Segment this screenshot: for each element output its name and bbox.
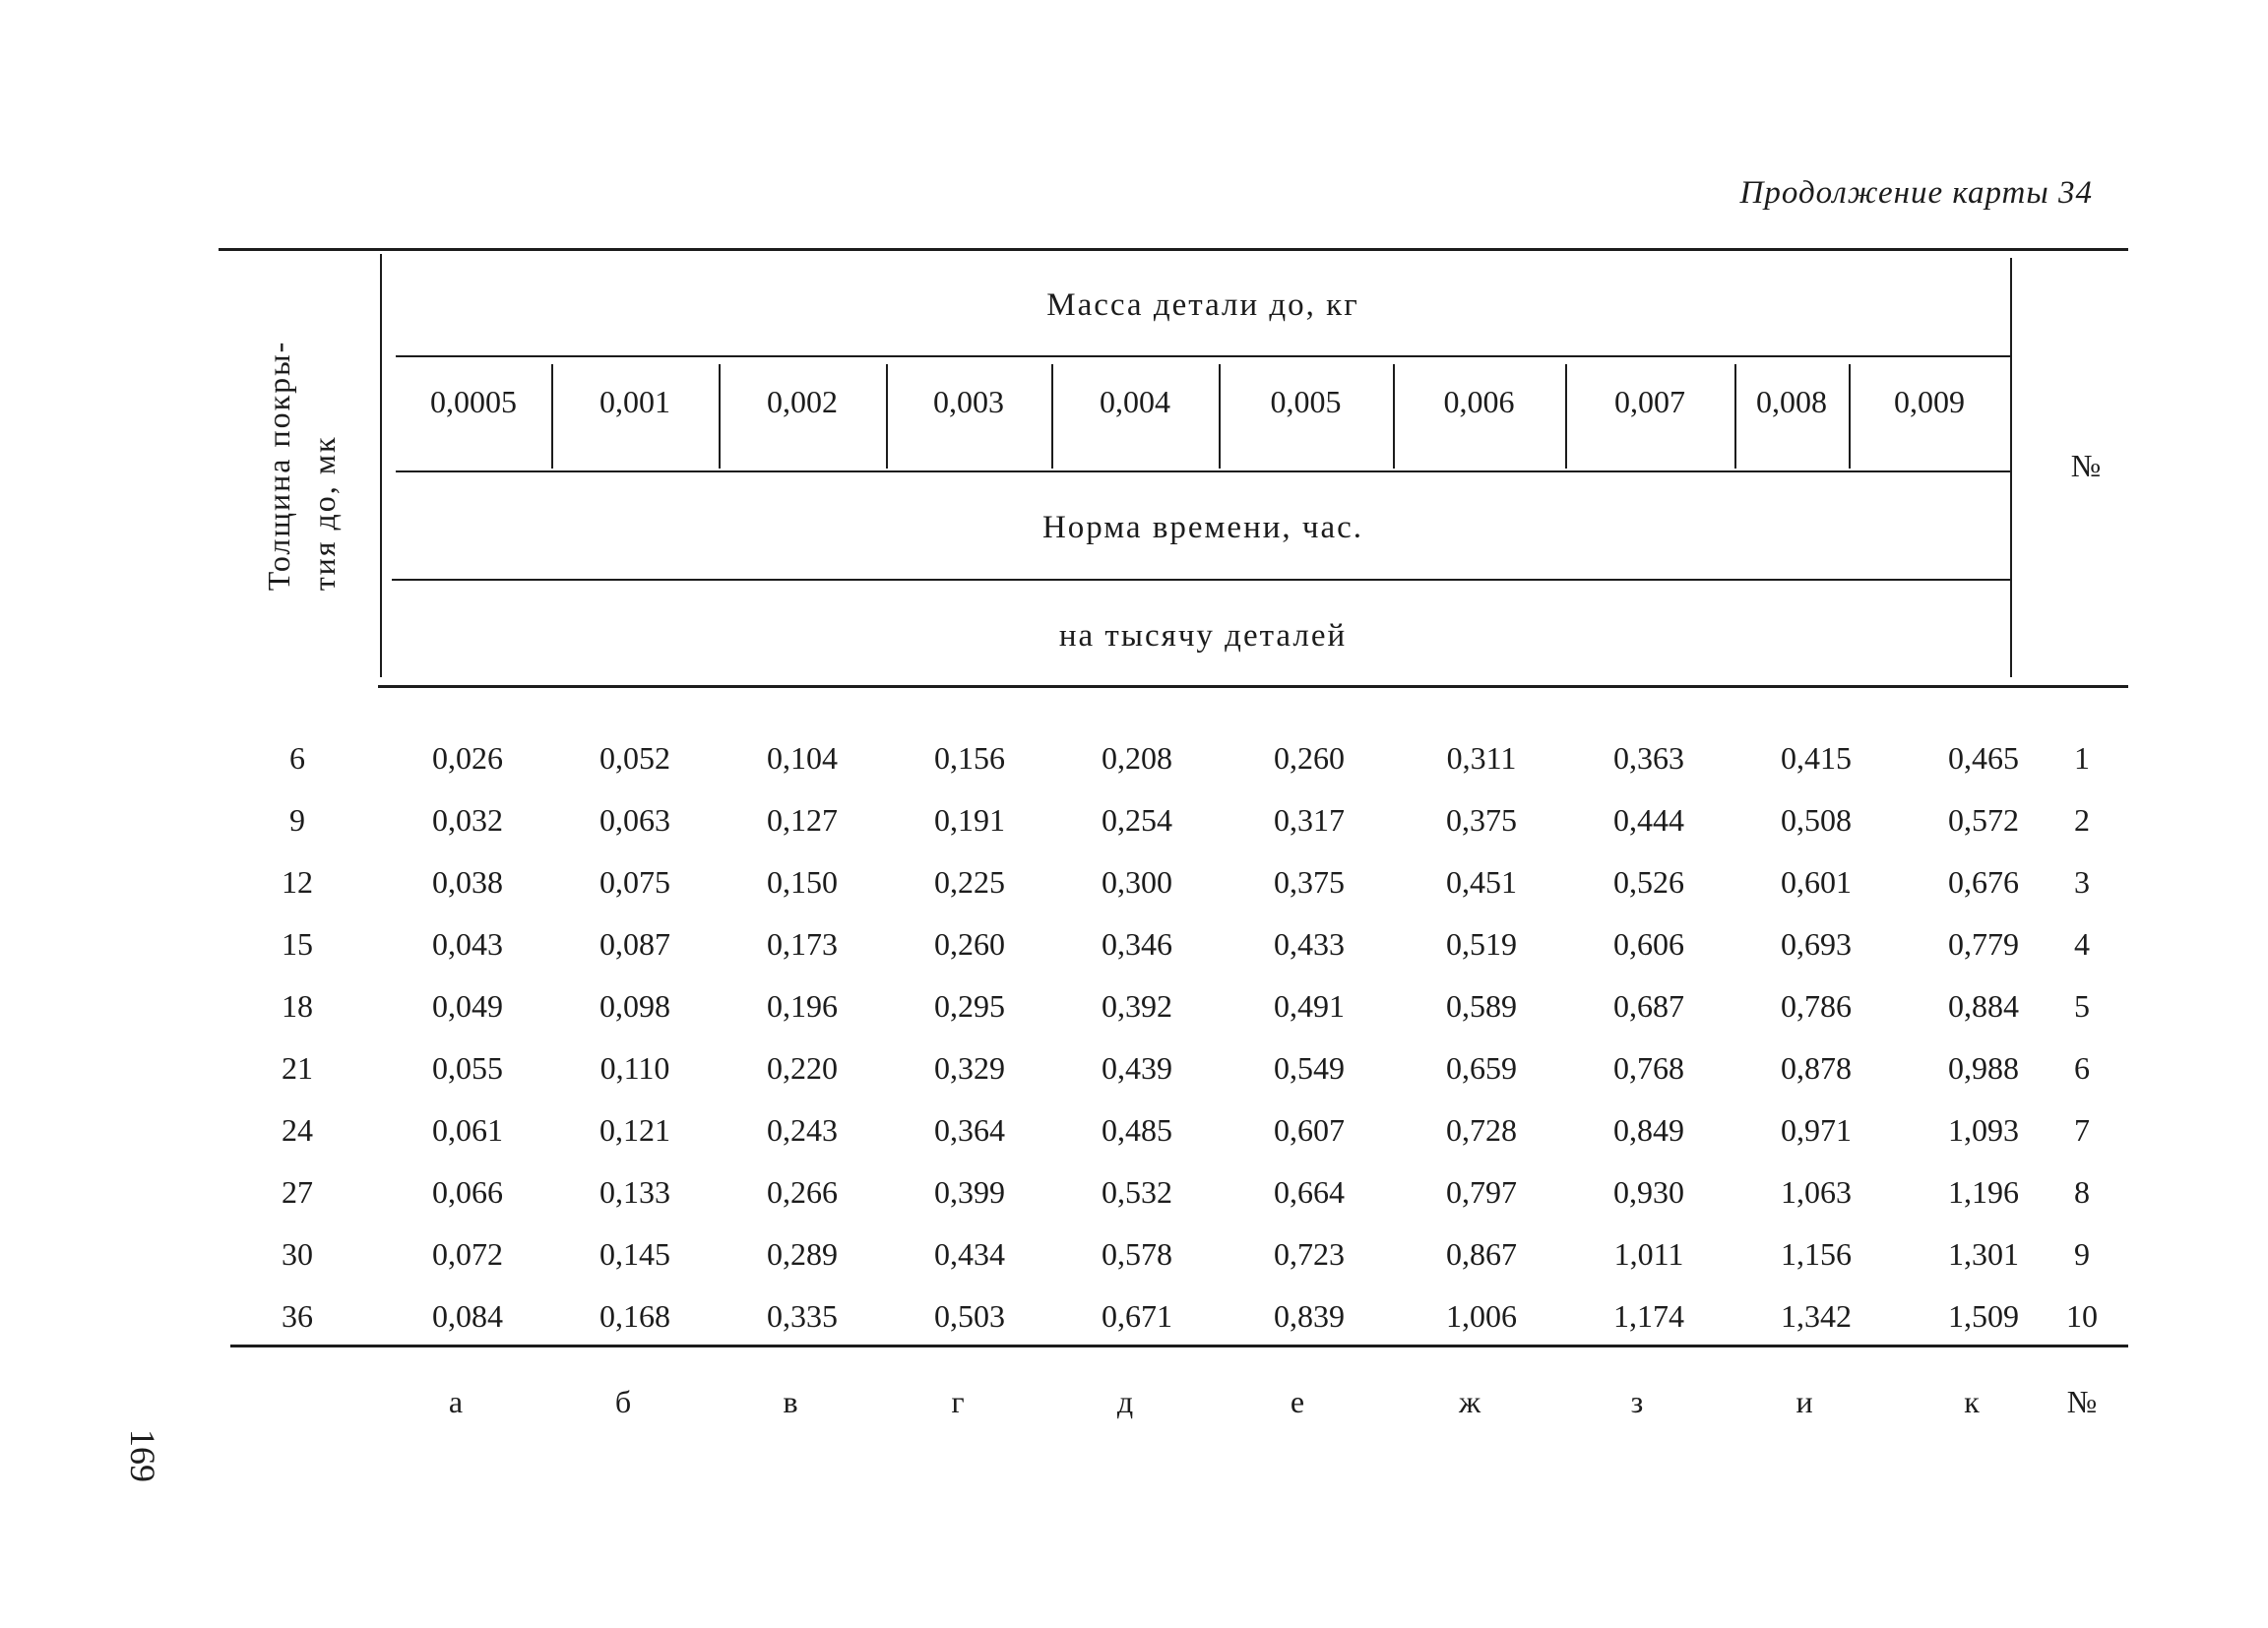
time-norm-cell: 0,104 [767, 740, 838, 776]
column-letter: д [1116, 1384, 1134, 1419]
time-norm-cell: 0,295 [934, 988, 1005, 1024]
row-number-cell: 6 [2074, 1050, 2090, 1086]
mass-value-cell: 0,003 [933, 384, 1004, 419]
time-norm-cell: 0,671 [1102, 1298, 1172, 1334]
time-norm-cell: 0,061 [432, 1112, 503, 1148]
time-norm-cell: 0,072 [432, 1236, 503, 1272]
column-letter: г [951, 1384, 965, 1419]
time-norm-cell: 0,659 [1446, 1050, 1517, 1086]
norm-title-rule [392, 579, 2010, 581]
time-norm-cell: 0,084 [432, 1298, 503, 1334]
time-norm-cell: 0,444 [1613, 802, 1684, 838]
row-number-cell: 2 [2074, 802, 2090, 838]
time-norm-cell: 0,168 [599, 1298, 670, 1334]
table-top-rule [219, 248, 2128, 251]
time-norm-cell: 0,026 [432, 740, 503, 776]
time-norm-cell: 0,491 [1274, 988, 1345, 1024]
time-norm-cell: 0,399 [934, 1174, 1005, 1210]
thickness-cell: 15 [282, 926, 313, 962]
time-norm-cell: 0,127 [767, 802, 838, 838]
column-letter: з [1630, 1384, 1644, 1419]
row-number-cell: 10 [2066, 1298, 2098, 1334]
mass-value-cell: 0,002 [767, 384, 838, 419]
time-norm-cell: 0,346 [1102, 926, 1172, 962]
row-number-cell: 8 [2074, 1174, 2090, 1210]
time-norm-cell: 0,779 [1948, 926, 2019, 962]
time-norm-cell: 0,867 [1446, 1236, 1517, 1272]
column-letter: б [614, 1384, 632, 1419]
time-norm-cell: 0,930 [1613, 1174, 1684, 1210]
time-norm-cell: 0,032 [432, 802, 503, 838]
time-norm-cell: 0,375 [1274, 864, 1345, 900]
mass-value-cell: 0,009 [1894, 384, 1965, 419]
column-letter: к [1964, 1384, 1980, 1419]
time-norm-cell: 1,011 [1613, 1236, 1684, 1272]
time-norm-cell: 0,676 [1948, 864, 2019, 900]
mass-value-cell: 0,004 [1100, 384, 1170, 419]
time-norm-cell: 0,728 [1446, 1112, 1517, 1148]
time-norm-cell: 1,006 [1446, 1298, 1517, 1334]
time-norm-cell: 0,363 [1613, 740, 1684, 776]
time-norm-cell: 0,243 [767, 1112, 838, 1148]
row-number-cell: 9 [2074, 1236, 2090, 1272]
time-norm-cell: 0,375 [1446, 802, 1517, 838]
time-norm-cell: 0,433 [1274, 926, 1345, 962]
time-norm-cell: 0,797 [1446, 1174, 1517, 1210]
row-number-cell: 1 [2074, 740, 2090, 776]
time-norm-cell: 0,839 [1274, 1298, 1345, 1334]
time-norm-cell: 0,133 [599, 1174, 670, 1210]
time-norm-cell: 0,289 [767, 1236, 838, 1272]
mass-value-cell: 0,008 [1756, 384, 1827, 419]
time-norm-cell: 0,110 [599, 1050, 670, 1086]
time-norm-cell: 0,156 [934, 740, 1005, 776]
time-norm-cell: 0,066 [432, 1174, 503, 1210]
time-norm-cell: 1,342 [1781, 1298, 1852, 1334]
time-norm-cell: 0,439 [1102, 1050, 1172, 1086]
time-norm-cell: 0,768 [1613, 1050, 1684, 1086]
row-number-cell: 5 [2074, 988, 2090, 1024]
time-norm-cell: 0,364 [934, 1112, 1005, 1148]
row-label-divider [380, 254, 382, 677]
thickness-cell: 9 [289, 802, 305, 838]
time-norm-cell: 0,150 [767, 864, 838, 900]
column-letter: ж [1458, 1384, 1481, 1419]
time-norm-cell: 0,063 [599, 802, 670, 838]
thickness-column-header [242, 254, 360, 677]
mass-value-cell: 0,007 [1614, 384, 1685, 419]
time-norm-cell: 0,884 [1948, 988, 2019, 1024]
time-norm-cell: 0,971 [1781, 1112, 1852, 1148]
time-norm-cell: 0,220 [767, 1050, 838, 1086]
time-norm-cell: 0,052 [599, 740, 670, 776]
time-norm-cell: 0,049 [432, 988, 503, 1024]
time-norm-cell: 0,254 [1102, 802, 1172, 838]
mass-value-cell: 0,001 [599, 384, 670, 419]
number-column-header: № [2070, 448, 2102, 483]
column-letter: и [1796, 1384, 1813, 1419]
time-norm-cell: 0,878 [1781, 1050, 1852, 1086]
time-norm-cell: 1,196 [1948, 1174, 2019, 1210]
time-norm-cell: 0,260 [934, 926, 1005, 962]
row-number-cell: 7 [2074, 1112, 2090, 1148]
time-norm-cell: 0,723 [1274, 1236, 1345, 1272]
mass-values-rule [396, 470, 2010, 472]
continuation-caption: Продолжение карты 34 [1739, 175, 2093, 211]
time-norm-cell: 0,451 [1446, 864, 1517, 900]
time-norm-cell: 0,988 [1948, 1050, 2019, 1086]
mass-title: Масса детали до, кг [1046, 287, 1359, 323]
row-number-cell: 3 [2074, 864, 2090, 900]
time-norm-cell: 0,317 [1274, 802, 1345, 838]
mass-value-cell: 0,005 [1270, 384, 1342, 419]
time-norm-cell: 0,606 [1613, 926, 1684, 962]
mass-value-cell: 0,0005 [430, 384, 517, 419]
time-norm-cell: 0,526 [1613, 864, 1684, 900]
thickness-cell: 12 [282, 864, 313, 900]
thickness-cell: 36 [282, 1298, 313, 1334]
time-norm-cell: 0,055 [432, 1050, 503, 1086]
time-norm-cell: 0,335 [767, 1298, 838, 1334]
thickness-cell: 6 [289, 740, 305, 776]
thickness-cell: 18 [282, 988, 313, 1024]
column-letter: а [448, 1384, 464, 1419]
time-norm-cell: 0,145 [599, 1236, 670, 1272]
page-number: 169 [123, 1429, 162, 1482]
time-norm-cell: 1,301 [1948, 1236, 2019, 1272]
mass-value-cell: 0,006 [1443, 384, 1515, 419]
per-thousand-title: на тысячу деталей [1058, 618, 1348, 654]
time-norm-cell: 0,849 [1613, 1112, 1684, 1148]
time-norm-cell: 0,532 [1102, 1174, 1172, 1210]
time-norm-cell: 0,485 [1102, 1112, 1172, 1148]
thickness-cell: 21 [282, 1050, 313, 1086]
time-norm-cell: 0,786 [1781, 988, 1852, 1024]
time-norm-cell: 0,519 [1446, 926, 1517, 962]
thickness-label-line-1: Толщина покры- [261, 340, 296, 592]
time-norm-cell: 0,607 [1274, 1112, 1345, 1148]
time-norm-cell: 1,093 [1948, 1112, 2019, 1148]
time-norm-cell: 0,038 [432, 864, 503, 900]
time-norm-cell: 0,043 [432, 926, 503, 962]
time-norm-cell: 0,173 [767, 926, 838, 962]
time-norm-cell: 0,415 [1781, 740, 1852, 776]
mass-title-rule [396, 355, 2010, 357]
thickness-cell: 30 [282, 1236, 313, 1272]
time-norm-cell: 0,121 [599, 1112, 670, 1148]
column-letter: в [783, 1384, 798, 1419]
time-norm-cell: 0,311 [1446, 740, 1517, 776]
column-letter: е [1290, 1384, 1305, 1419]
time-norm-cell: 0,589 [1446, 988, 1517, 1024]
time-norm-cell: 0,225 [934, 864, 1005, 900]
time-norm-cell: 0,503 [934, 1298, 1005, 1334]
time-norm-cell: 0,087 [599, 926, 670, 962]
time-norm-cell: 1,156 [1781, 1236, 1852, 1272]
time-norm-cell: 0,693 [1781, 926, 1852, 962]
time-norm-cell: 0,601 [1781, 864, 1852, 900]
time-norm-cell: 1,063 [1781, 1174, 1852, 1210]
time-norm-cell: 0,208 [1102, 740, 1172, 776]
time-norm-cell: 0,191 [934, 802, 1005, 838]
header-bottom-rule [378, 685, 2128, 688]
thickness-cell: 27 [282, 1174, 313, 1210]
time-norm-cell: 0,196 [767, 988, 838, 1024]
time-norm-cell: 0,508 [1781, 802, 1852, 838]
footer-number-label: № [2066, 1384, 2098, 1419]
time-norm-cell: 0,266 [767, 1174, 838, 1210]
time-norm-cell: 0,329 [934, 1050, 1005, 1086]
time-norm-cell: 0,260 [1274, 740, 1345, 776]
time-norm-cell: 0,465 [1948, 740, 2019, 776]
time-norm-cell: 1,174 [1613, 1298, 1684, 1334]
row-number-cell: 4 [2074, 926, 2090, 962]
time-norm-cell: 0,098 [599, 988, 670, 1024]
table-bottom-rule [230, 1345, 2128, 1347]
time-norm-cell: 0,687 [1613, 988, 1684, 1024]
time-norm-cell: 0,578 [1102, 1236, 1172, 1272]
time-norm-cell: 0,434 [934, 1236, 1005, 1272]
thickness-cell: 24 [282, 1112, 313, 1148]
time-norm-cell: 0,075 [599, 864, 670, 900]
time-norm-cell: 0,664 [1274, 1174, 1345, 1210]
time-norm-cell: 0,300 [1102, 864, 1172, 900]
time-norm-cell: 0,572 [1948, 802, 2019, 838]
time-norm-cell: 1,509 [1948, 1298, 2019, 1334]
time-norm-cell: 0,549 [1274, 1050, 1345, 1086]
time-norm-cell: 0,392 [1102, 988, 1172, 1024]
thickness-label-line-2: тия до, мк [306, 435, 342, 592]
norm-title: Норма времени, час. [1041, 510, 1364, 545]
